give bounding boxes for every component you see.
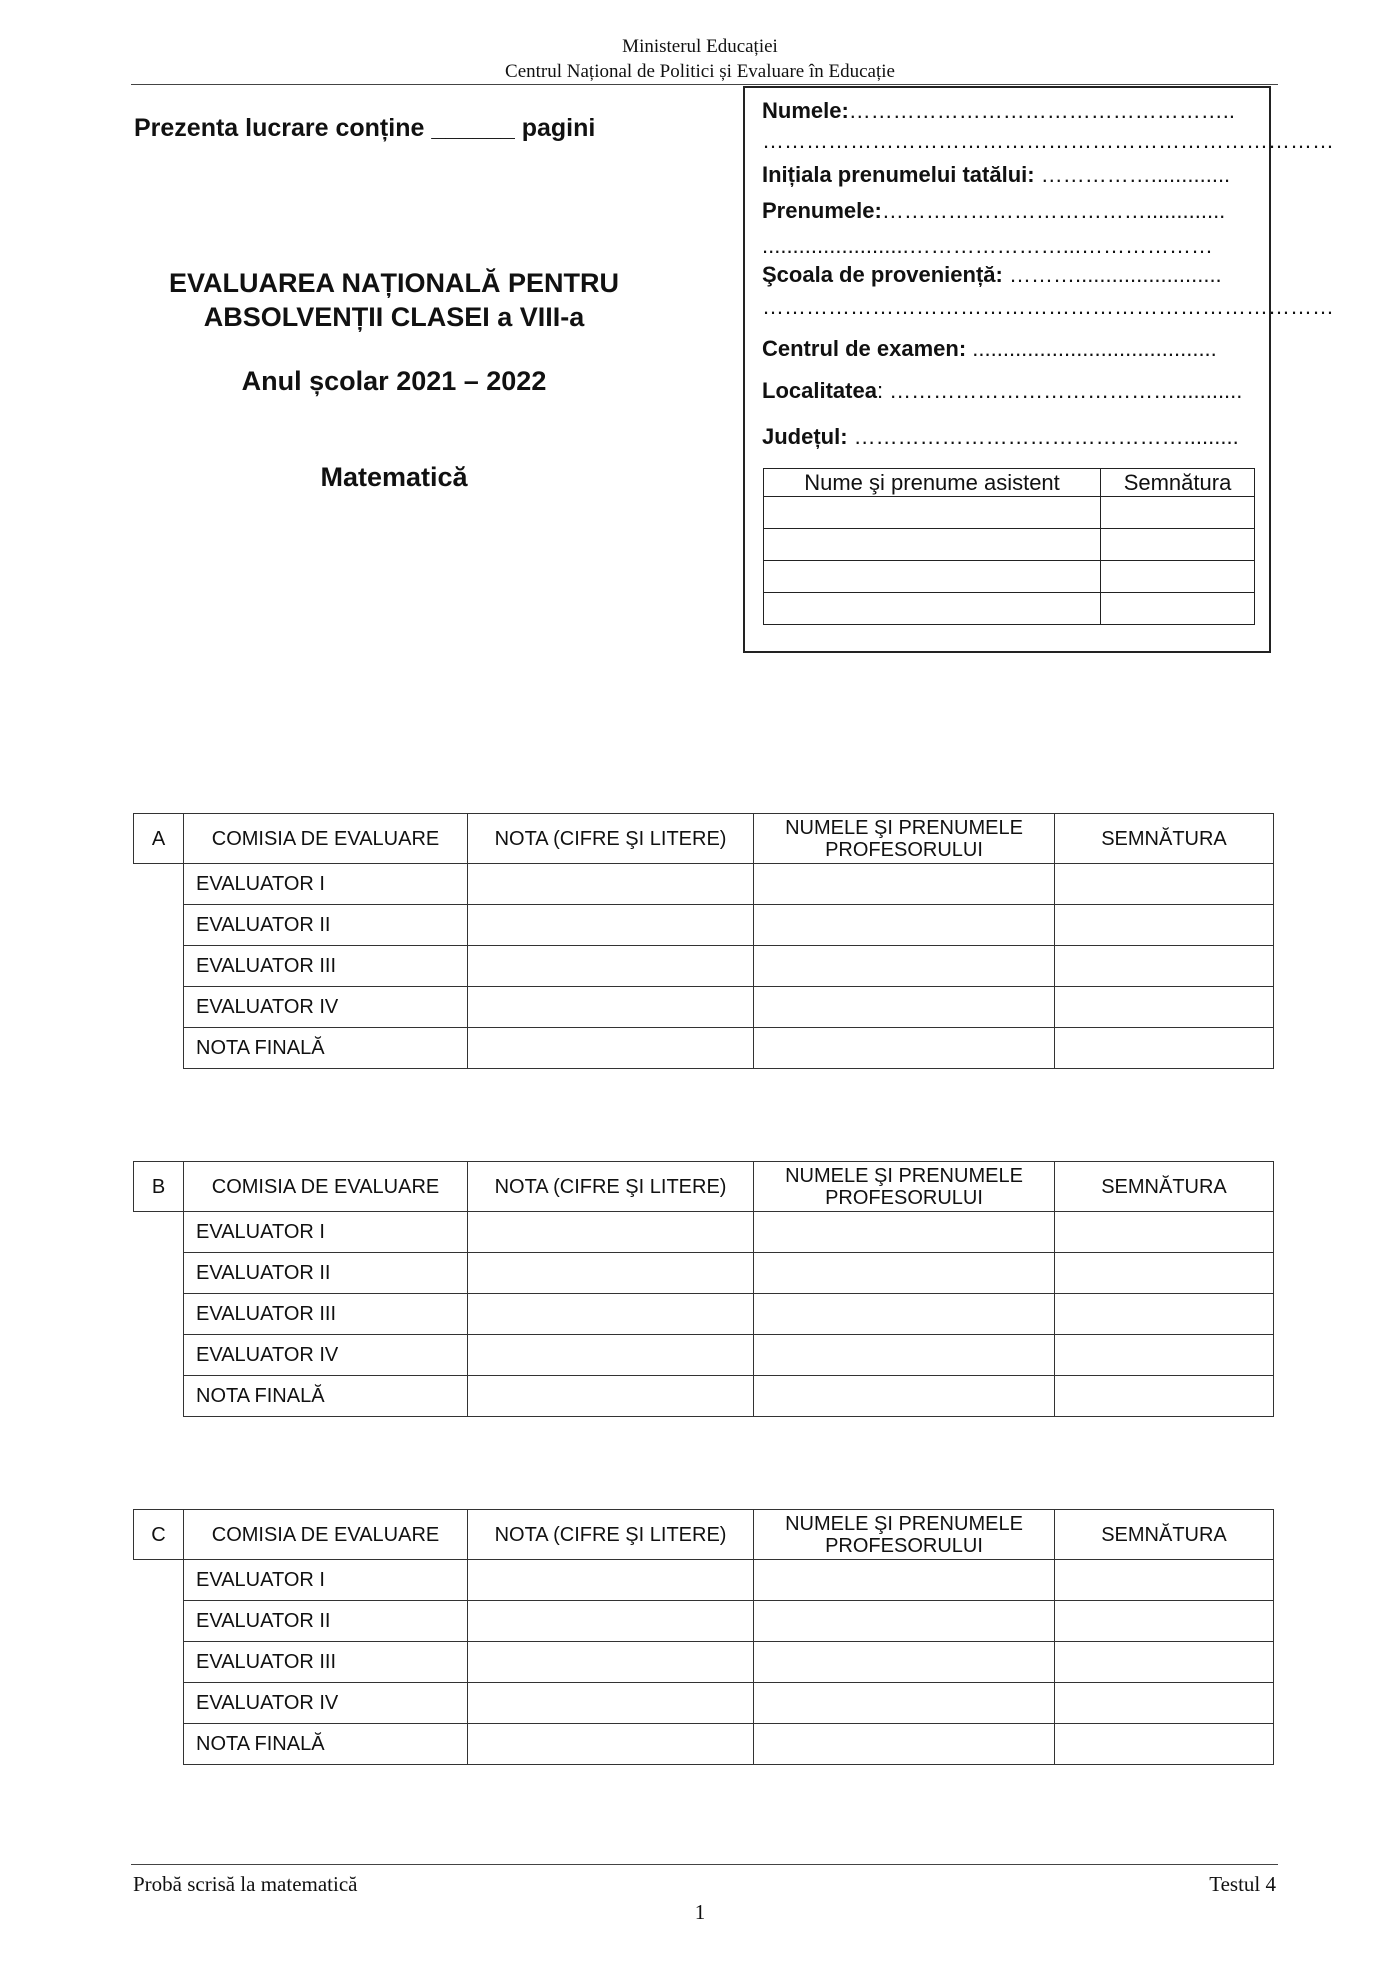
teacher-name-cell[interactable]	[754, 987, 1055, 1028]
candidate-field-dots: ........................................	[966, 336, 1217, 361]
signature-header: SEMNĂTURA	[1055, 1510, 1274, 1560]
candidate-field-label: Județul:	[762, 424, 848, 449]
table-row	[134, 905, 1274, 946]
teacher-name-header: NUMELE ŞI PRENUMELE PROFESORULUI	[754, 1162, 1055, 1212]
ministry-name: Ministerul Educației	[622, 36, 778, 57]
assistant-name-cell[interactable]	[764, 529, 1101, 561]
table-letter: C	[134, 1510, 184, 1560]
teacher-name-cell[interactable]	[754, 1335, 1055, 1376]
grade-cell[interactable]	[468, 946, 754, 987]
spacer-cell	[134, 987, 184, 1028]
candidate-field-dots: ……………………………………………………………………	[762, 128, 1334, 153]
candidate-field-dots: ……………………………………………………………………	[762, 294, 1334, 319]
evaluator-label: EVALUATOR I	[184, 864, 468, 905]
evaluator-label: EVALUATOR III	[184, 1642, 468, 1683]
signature-header: SEMNĂTURA	[1055, 814, 1274, 864]
evaluation-grid	[133, 1509, 1274, 1765]
spacer-cell	[134, 946, 184, 987]
grade-cell[interactable]	[468, 1335, 754, 1376]
candidate-info-box	[743, 86, 1334, 653]
candidate-field-line[interactable]	[762, 424, 1262, 450]
evaluator-label: EVALUATOR II	[184, 1253, 468, 1294]
evaluator-label: EVALUATOR IV	[184, 987, 468, 1028]
candidate-field-label: Inițiala prenumelui tatălui:	[762, 162, 1035, 187]
table-row	[134, 1335, 1274, 1376]
assistant-table	[763, 468, 1255, 625]
teacher-name-cell[interactable]	[754, 1294, 1055, 1335]
candidate-field-dots: ........................…………………...………………	[762, 233, 1214, 258]
teacher-name-cell[interactable]	[754, 1376, 1055, 1417]
assistant-signature-cell[interactable]	[1101, 529, 1255, 561]
spacer-cell	[134, 1560, 184, 1601]
signature-cell[interactable]	[1055, 1560, 1274, 1601]
assistant-signature-header: Semnătura	[1101, 469, 1255, 497]
grade-header: NOTA (CIFRE ŞI LITERE)	[468, 1162, 754, 1212]
exam-title-line1: EVALUAREA NAȚIONALĂ PENTRU	[169, 268, 619, 298]
spacer-cell	[134, 1642, 184, 1683]
grade-cell[interactable]	[468, 1028, 754, 1069]
teacher-name-header: NUMELE ŞI PRENUMELE PROFESORULUI	[754, 1510, 1055, 1560]
candidate-field-line[interactable]	[762, 162, 1262, 188]
table-letter: A	[134, 814, 184, 864]
candidate-field-dots: ………........................	[1002, 262, 1222, 287]
commission-header: COMISIA DE EVALUARE	[184, 1162, 468, 1212]
evaluator-label: EVALUATOR IV	[184, 1335, 468, 1376]
candidate-field-dots: ……………………………….............	[881, 198, 1226, 223]
evaluator-label: EVALUATOR II	[184, 1601, 468, 1642]
signature-cell[interactable]	[1055, 1294, 1274, 1335]
center-name: Centrul Național de Politici și Evaluare în Educație	[505, 61, 895, 82]
signature-cell[interactable]	[1055, 1376, 1274, 1417]
evaluator-label: EVALUATOR III	[184, 1294, 468, 1335]
pages-count-line: Prezenta lucrare conține ______ pagini	[134, 114, 596, 142]
teacher-name-cell[interactable]	[754, 1683, 1055, 1724]
teacher-name-cell[interactable]	[754, 946, 1055, 987]
signature-cell[interactable]	[1055, 1028, 1274, 1069]
page-number: 1	[694, 1900, 706, 1924]
teacher-name-cell[interactable]	[754, 1724, 1055, 1765]
evaluator-label: NOTA FINALĂ	[184, 1028, 468, 1069]
table-row	[134, 1560, 1274, 1601]
table-row	[134, 946, 1274, 987]
evaluator-label: EVALUATOR I	[184, 1212, 468, 1253]
teacher-name-cell[interactable]	[754, 1560, 1055, 1601]
spacer-cell	[134, 1683, 184, 1724]
evaluation-table-c	[133, 1509, 1273, 1765]
spacer-cell	[134, 864, 184, 905]
assistant-signature-cell[interactable]	[1101, 561, 1255, 593]
candidate-field-line[interactable]	[762, 233, 1262, 259]
table-letter: B	[134, 1162, 184, 1212]
spacer-cell	[134, 1601, 184, 1642]
spacer-cell	[134, 1376, 184, 1417]
table-row	[134, 1294, 1274, 1335]
grade-header: NOTA (CIFRE ŞI LITERE)	[468, 1510, 754, 1560]
signature-cell[interactable]	[1055, 987, 1274, 1028]
commission-header: COMISIA DE EVALUARE	[184, 814, 468, 864]
evaluation-table-b	[133, 1161, 1273, 1417]
table-row	[134, 1253, 1274, 1294]
candidate-field-label: Prenumele:	[762, 198, 882, 223]
candidate-field-label: Numele:	[762, 98, 849, 123]
assistant-name-cell[interactable]	[764, 497, 1101, 529]
grade-cell[interactable]	[468, 1601, 754, 1642]
signature-cell[interactable]	[1055, 1683, 1274, 1724]
signature-cell[interactable]	[1055, 1724, 1274, 1765]
exam-title-line2: ABSOLVENȚII CLASEI a VIII-a	[203, 302, 585, 332]
assistant-name-header: Nume şi prenume asistent	[764, 469, 1101, 497]
teacher-name-cell[interactable]	[754, 1253, 1055, 1294]
footer-exam-name: Probă scrisă la matematică	[133, 1872, 358, 1896]
grade-cell[interactable]	[468, 1376, 754, 1417]
evaluation-grid	[133, 813, 1274, 1069]
candidate-field-label: Centrul de examen:	[762, 336, 967, 361]
candidate-field-line[interactable]	[762, 294, 1334, 320]
candidate-field-line[interactable]	[762, 98, 1262, 124]
grade-cell[interactable]	[468, 905, 754, 946]
header-divider	[131, 84, 1278, 85]
candidate-field-label: Şcoala de proveniență:	[762, 262, 1003, 287]
candidate-field-line[interactable]	[762, 128, 1334, 154]
grade-cell[interactable]	[468, 987, 754, 1028]
evaluator-label: EVALUATOR I	[184, 1560, 468, 1601]
signature-cell[interactable]	[1055, 1253, 1274, 1294]
footer-test-number: Testul 4	[1209, 1872, 1276, 1896]
spacer-cell	[134, 1724, 184, 1765]
spacer-cell	[134, 1294, 184, 1335]
table-row	[134, 1642, 1274, 1683]
footer-divider	[131, 1864, 1278, 1865]
evaluator-label: EVALUATOR II	[184, 905, 468, 946]
teacher-name-cell[interactable]	[754, 1642, 1055, 1683]
assistant-signature-cell[interactable]	[1101, 497, 1255, 529]
table-row	[134, 1376, 1274, 1417]
candidate-field-line[interactable]	[762, 378, 1262, 404]
table-row	[134, 1028, 1274, 1069]
grade-cell[interactable]	[468, 1724, 754, 1765]
evaluator-label: NOTA FINALĂ	[184, 1376, 468, 1417]
candidate-field-line[interactable]	[762, 198, 1262, 224]
evaluation-table-a	[133, 813, 1273, 1069]
grade-cell[interactable]	[468, 864, 754, 905]
candidate-field-line[interactable]	[762, 262, 1262, 288]
page-header	[0, 34, 1400, 84]
evaluator-label: EVALUATOR IV	[184, 1683, 468, 1724]
signature-cell[interactable]	[1055, 1335, 1274, 1376]
grade-cell[interactable]	[468, 1560, 754, 1601]
spacer-cell	[134, 1253, 184, 1294]
grade-cell[interactable]	[468, 1683, 754, 1724]
signature-cell[interactable]	[1055, 864, 1274, 905]
grade-cell[interactable]	[468, 1253, 754, 1294]
signature-header: SEMNĂTURA	[1055, 1162, 1274, 1212]
table-row	[134, 987, 1274, 1028]
table-row	[134, 1683, 1274, 1724]
candidate-field-dots: ……………………………………………..	[848, 98, 1236, 123]
signature-cell[interactable]	[1055, 1601, 1274, 1642]
teacher-name-cell[interactable]	[754, 864, 1055, 905]
teacher-name-header: NUMELE ŞI PRENUMELE PROFESORULUI	[754, 814, 1055, 864]
evaluation-grid	[133, 1161, 1274, 1417]
candidate-field-line[interactable]	[762, 336, 1262, 362]
evaluator-label: EVALUATOR III	[184, 946, 468, 987]
spacer-cell	[134, 1028, 184, 1069]
spacer-cell	[134, 905, 184, 946]
spacer-cell	[134, 1212, 184, 1253]
table-row	[134, 1724, 1274, 1765]
candidate-field-dots: : …………………………………...........	[876, 378, 1243, 403]
school-year: Anul școlar 2021 – 2022	[241, 366, 547, 396]
table-row	[134, 1212, 1274, 1253]
signature-cell[interactable]	[1055, 1642, 1274, 1683]
signature-cell[interactable]	[1055, 905, 1274, 946]
grade-cell[interactable]	[468, 1294, 754, 1335]
grade-header: NOTA (CIFRE ŞI LITERE)	[468, 814, 754, 864]
assistant-name-cell[interactable]	[764, 561, 1101, 593]
subject-title: Matematică	[320, 462, 468, 492]
candidate-field-dots: …………….............	[1034, 162, 1231, 187]
exam-title	[134, 266, 654, 334]
teacher-name-cell[interactable]	[754, 1212, 1055, 1253]
teacher-name-cell[interactable]	[754, 905, 1055, 946]
table-row	[134, 864, 1274, 905]
grade-cell[interactable]	[468, 1212, 754, 1253]
evaluator-label: NOTA FINALĂ	[184, 1724, 468, 1765]
signature-cell[interactable]	[1055, 1212, 1274, 1253]
spacer-cell	[134, 1335, 184, 1376]
assistant-signature-cell[interactable]	[1101, 593, 1255, 625]
signature-cell[interactable]	[1055, 946, 1274, 987]
commission-header: COMISIA DE EVALUARE	[184, 1510, 468, 1560]
teacher-name-cell[interactable]	[754, 1028, 1055, 1069]
teacher-name-cell[interactable]	[754, 1601, 1055, 1642]
assistant-name-cell[interactable]	[764, 593, 1101, 625]
candidate-field-label: Localitatea	[762, 378, 877, 403]
candidate-field-dots: ……………………………………….........	[847, 424, 1239, 449]
table-row	[134, 1601, 1274, 1642]
grade-cell[interactable]	[468, 1642, 754, 1683]
